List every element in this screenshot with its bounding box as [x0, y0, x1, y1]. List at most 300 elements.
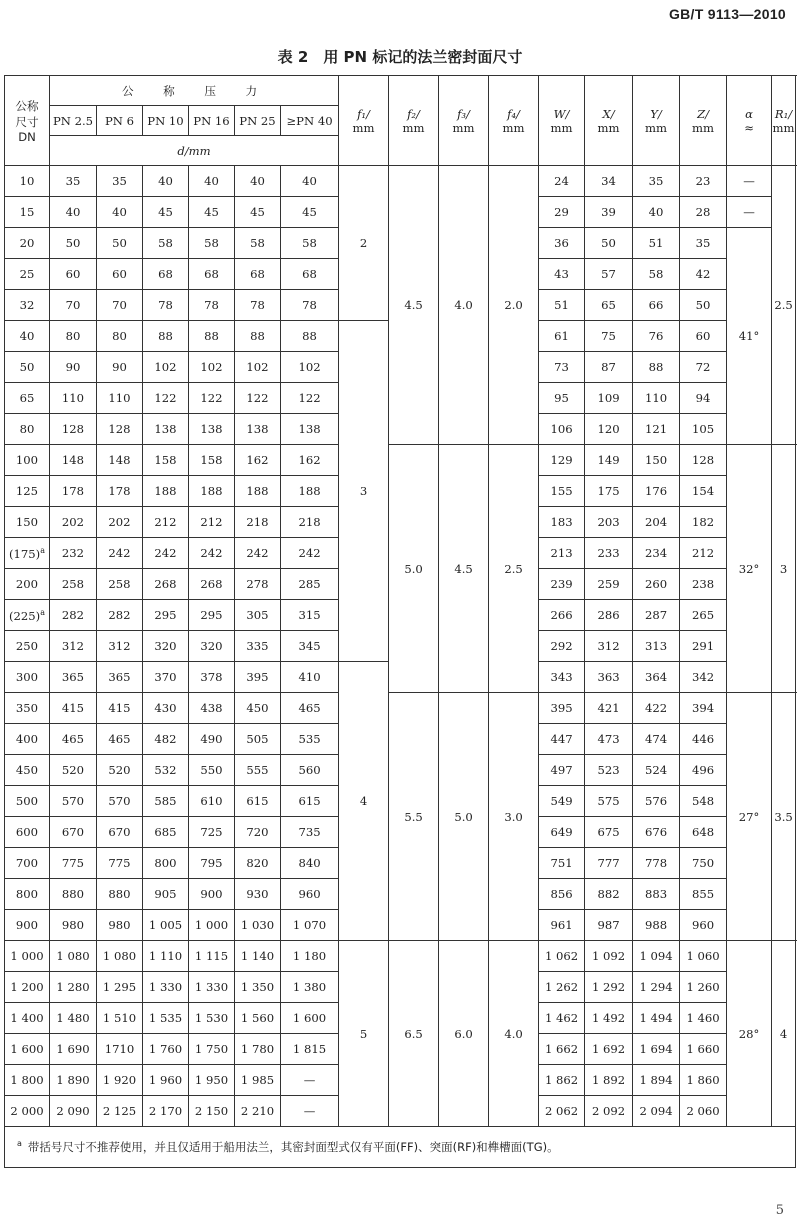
d-cell: 68 [189, 259, 235, 290]
d-cell: 80 [50, 321, 97, 352]
x-cell: 473 [585, 724, 633, 755]
d-cell: 490 [189, 724, 235, 755]
x-cell: 675 [585, 817, 633, 848]
d-cell: 1 510 [97, 1003, 143, 1034]
d-cell: 102 [281, 352, 339, 383]
table-row [5, 693, 796, 724]
d-cell: 158 [143, 445, 189, 476]
d-cell: 365 [50, 662, 97, 693]
d-cell: 88 [189, 321, 235, 352]
y-cell: 778 [633, 848, 680, 879]
dn-cell: 500 [5, 786, 50, 817]
dn-cell: 1 400 [5, 1003, 50, 1034]
z-cell: 342 [680, 662, 727, 693]
d-cell: 1 070 [281, 910, 339, 941]
z-cell: 94 [680, 383, 727, 414]
y-cell: 422 [633, 693, 680, 724]
y-cell: 988 [633, 910, 680, 941]
f2-cell: 6.5 [389, 941, 439, 1127]
f4-header: f₄/ mm [489, 76, 539, 166]
d-cell: 68 [235, 259, 281, 290]
d-cell: 218 [235, 507, 281, 538]
d-cell: 570 [50, 786, 97, 817]
z-cell: 1 860 [680, 1065, 727, 1096]
d-cell: 268 [143, 569, 189, 600]
z-header: Z/ mm [680, 76, 727, 166]
d-cell: 320 [143, 631, 189, 662]
w-cell: 95 [539, 383, 585, 414]
table-row [5, 941, 796, 972]
d-cell: 1 330 [143, 972, 189, 1003]
d-cell: 980 [50, 910, 97, 941]
d-cell: 1 530 [189, 1003, 235, 1034]
d-cell: 670 [97, 817, 143, 848]
d-cell: 365 [97, 662, 143, 693]
d-cell: 430 [143, 693, 189, 724]
d-cell: 80 [97, 321, 143, 352]
d-cell: 58 [235, 228, 281, 259]
y-cell: 474 [633, 724, 680, 755]
dn-cell: 200 [5, 569, 50, 600]
d-cell: 395 [235, 662, 281, 693]
y-cell: 260 [633, 569, 680, 600]
f2-cell: 5.5 [389, 693, 439, 941]
d-cell: 1 560 [235, 1003, 281, 1034]
x-cell: 1 892 [585, 1065, 633, 1096]
alpha-cell: 27° [727, 693, 772, 941]
d-cell: 45 [281, 197, 339, 228]
d-cell: 138 [143, 414, 189, 445]
dn-cell: 150 [5, 507, 50, 538]
d-cell: 1 180 [281, 941, 339, 972]
w-cell: 1 262 [539, 972, 585, 1003]
x-cell: 882 [585, 879, 633, 910]
dn-cell: 700 [5, 848, 50, 879]
d-cell: 1 030 [235, 910, 281, 941]
w-cell: 36 [539, 228, 585, 259]
y-cell: 524 [633, 755, 680, 786]
w-cell: 856 [539, 879, 585, 910]
d-cell: 410 [281, 662, 339, 693]
d-cell: 40 [143, 166, 189, 197]
z-cell: 548 [680, 786, 727, 817]
z-cell: 72 [680, 352, 727, 383]
x-cell: 50 [585, 228, 633, 259]
d-cell: 320 [189, 631, 235, 662]
footnote-row [5, 1127, 796, 1168]
d-cell: 78 [235, 290, 281, 321]
x-cell: 312 [585, 631, 633, 662]
w-header: W/ mm [539, 76, 585, 166]
d-cell: 202 [97, 507, 143, 538]
d-cell: 1 920 [97, 1065, 143, 1096]
page-number: 5 [775, 1203, 784, 1218]
alpha-header: α ≈ [727, 76, 772, 166]
x-cell: 421 [585, 693, 633, 724]
z-cell: 212 [680, 538, 727, 569]
d-cell: 70 [50, 290, 97, 321]
y-cell: 58 [633, 259, 680, 290]
d-cell: 570 [97, 786, 143, 817]
f3-cell: 5.0 [439, 693, 489, 941]
pn-col-header: PN 25 [235, 106, 281, 136]
d-cell: 110 [97, 383, 143, 414]
d-cell: 465 [50, 724, 97, 755]
d-cell: 45 [235, 197, 281, 228]
x-cell: 987 [585, 910, 633, 941]
d-cell: 980 [97, 910, 143, 941]
d-cell: 35 [97, 166, 143, 197]
dn-cell: 80 [5, 414, 50, 445]
dn-cell: 65 [5, 383, 50, 414]
x-cell: 1 492 [585, 1003, 633, 1034]
d-cell: 378 [189, 662, 235, 693]
d-cell: 1 780 [235, 1034, 281, 1065]
f1-cell: 5 [339, 941, 389, 1127]
w-cell: 24 [539, 166, 585, 197]
y-cell: 364 [633, 662, 680, 693]
x-cell: 363 [585, 662, 633, 693]
z-cell: 154 [680, 476, 727, 507]
w-cell: 2 062 [539, 1096, 585, 1127]
d-cell: 60 [50, 259, 97, 290]
d-cell: 315 [281, 600, 339, 631]
x-cell: 34 [585, 166, 633, 197]
dn-header: 公称 尺寸 DN [5, 76, 50, 166]
d-cell: 282 [50, 600, 97, 631]
d-cell: 465 [97, 724, 143, 755]
d-cell: 670 [50, 817, 97, 848]
d-cell: 1 140 [235, 941, 281, 972]
d-cell: 482 [143, 724, 189, 755]
f3-cell: 4.5 [439, 445, 489, 693]
d-cell: 78 [189, 290, 235, 321]
d-cell: 1 985 [235, 1065, 281, 1096]
w-cell: 73 [539, 352, 585, 383]
w-cell: 343 [539, 662, 585, 693]
d-cell: 40 [50, 197, 97, 228]
table-title: 表 2 用 PN 标记的法兰密封面尺寸 [277, 48, 523, 66]
y-cell: 35 [633, 166, 680, 197]
d-cell: 345 [281, 631, 339, 662]
d-cell: 370 [143, 662, 189, 693]
d-cell: 78 [281, 290, 339, 321]
d-cell: 188 [235, 476, 281, 507]
y-cell: 2 094 [633, 1096, 680, 1127]
z-cell: 750 [680, 848, 727, 879]
dn-cell: 450 [5, 755, 50, 786]
y-cell: 1 494 [633, 1003, 680, 1034]
y-cell: 287 [633, 600, 680, 631]
w-cell: 213 [539, 538, 585, 569]
d-cell: 725 [189, 817, 235, 848]
d-cell: 1 480 [50, 1003, 97, 1034]
d-cell: 1 960 [143, 1065, 189, 1096]
d-cell: 128 [50, 414, 97, 445]
d-cell: 1 350 [235, 972, 281, 1003]
d-cell: 1 890 [50, 1065, 97, 1096]
r1-cell: 3 [772, 445, 796, 693]
x-cell: 203 [585, 507, 633, 538]
w-cell: 1 462 [539, 1003, 585, 1034]
z-cell: 35 [680, 228, 727, 259]
d-cell: 162 [281, 445, 339, 476]
f1-cell: 3 [339, 321, 389, 662]
z-cell: 182 [680, 507, 727, 538]
y-cell: 150 [633, 445, 680, 476]
z-cell: 128 [680, 445, 727, 476]
y-header: Y/ mm [633, 76, 680, 166]
d-cell: 438 [189, 693, 235, 724]
x-cell: 259 [585, 569, 633, 600]
d-cell: 450 [235, 693, 281, 724]
dn-cell: 40 [5, 321, 50, 352]
y-cell: 76 [633, 321, 680, 352]
d-cell: 102 [143, 352, 189, 383]
w-cell: 29 [539, 197, 585, 228]
d-cell: 335 [235, 631, 281, 662]
d-cell: 178 [97, 476, 143, 507]
d-cell: 148 [50, 445, 97, 476]
x-cell: 1 292 [585, 972, 633, 1003]
dn-cell: 350 [5, 693, 50, 724]
d-cell: 45 [189, 197, 235, 228]
d-cell: 242 [97, 538, 143, 569]
w-cell: 266 [539, 600, 585, 631]
table-body [5, 166, 796, 1168]
y-cell: 576 [633, 786, 680, 817]
d-cell: 295 [143, 600, 189, 631]
alpha-cell: — [727, 197, 772, 228]
d-cell: 242 [189, 538, 235, 569]
f1-cell: 2 [339, 166, 389, 321]
d-cell: 2 125 [97, 1096, 143, 1127]
d-cell: 415 [50, 693, 97, 724]
d-cell: 285 [281, 569, 339, 600]
z-cell: 1 660 [680, 1034, 727, 1065]
y-cell: 121 [633, 414, 680, 445]
f2-cell: 4.5 [389, 166, 439, 445]
f3-cell: 6.0 [439, 941, 489, 1127]
w-cell: 447 [539, 724, 585, 755]
w-cell: 1 662 [539, 1034, 585, 1065]
d-cell: 960 [281, 879, 339, 910]
footnote-mark: a [40, 607, 45, 617]
d-cell: 795 [189, 848, 235, 879]
d-cell: 40 [281, 166, 339, 197]
z-cell: 23 [680, 166, 727, 197]
z-cell: 1 260 [680, 972, 727, 1003]
d-cell: 242 [281, 538, 339, 569]
z-cell: 648 [680, 817, 727, 848]
f2-header: f₂/ mm [389, 76, 439, 166]
d-cell: 615 [235, 786, 281, 817]
d-cell: 1 295 [97, 972, 143, 1003]
dn-cell: 300 [5, 662, 50, 693]
z-cell: 291 [680, 631, 727, 662]
d-cell: 312 [97, 631, 143, 662]
z-cell: 2 060 [680, 1096, 727, 1127]
dn-cell: $(225)^a$ [5, 600, 50, 631]
dn-cell: 15 [5, 197, 50, 228]
d-cell: 1 330 [189, 972, 235, 1003]
alpha-cell: 41° [727, 228, 772, 445]
d-cell: — [281, 1065, 339, 1096]
dn-cell: 600 [5, 817, 50, 848]
d-cell: 268 [189, 569, 235, 600]
f4-cell: 2.5 [489, 445, 539, 693]
footnote-text: 带括号尺寸不推荐使用，并且仅适用于船用法兰，其密封面型式仅有平面(FF)、突面(RF)和榫槽面(TG)。 [27, 1140, 559, 1154]
d-cell: 532 [143, 755, 189, 786]
y-cell: 88 [633, 352, 680, 383]
d-cell: 1 600 [281, 1003, 339, 1034]
d-cell: 560 [281, 755, 339, 786]
d-cell: 40 [97, 197, 143, 228]
d-cell: 880 [97, 879, 143, 910]
dn-cell: 20 [5, 228, 50, 259]
d-cell: 1 380 [281, 972, 339, 1003]
d-cell: 148 [97, 445, 143, 476]
d-cell: 158 [189, 445, 235, 476]
f1-cell: 4 [339, 662, 389, 941]
d-cell: 35 [50, 166, 97, 197]
alpha-cell: — [727, 166, 772, 197]
y-cell: 313 [633, 631, 680, 662]
d-cell: 415 [97, 693, 143, 724]
x-cell: 57 [585, 259, 633, 290]
f4-cell: 4.0 [489, 941, 539, 1127]
x-cell: 39 [585, 197, 633, 228]
w-cell: 649 [539, 817, 585, 848]
d-cell: 615 [281, 786, 339, 817]
w-cell: 292 [539, 631, 585, 662]
z-cell: 50 [680, 290, 727, 321]
d-cell: 1 815 [281, 1034, 339, 1065]
d-cell: 162 [235, 445, 281, 476]
d-cell: 40 [235, 166, 281, 197]
d-cell: 58 [143, 228, 189, 259]
d-cell: 720 [235, 817, 281, 848]
d-cell: 122 [281, 383, 339, 414]
y-cell: 204 [633, 507, 680, 538]
dn-cell: 2 000 [5, 1096, 50, 1127]
d-cell: 188 [281, 476, 339, 507]
d-cell: 88 [281, 321, 339, 352]
footnote-mark: a [40, 545, 45, 555]
d-cell: 905 [143, 879, 189, 910]
d-cell: 68 [281, 259, 339, 290]
z-cell: 446 [680, 724, 727, 755]
z-cell: 42 [680, 259, 727, 290]
x-cell: 149 [585, 445, 633, 476]
d-cell: 70 [97, 290, 143, 321]
z-cell: 855 [680, 879, 727, 910]
d-cell: 610 [189, 786, 235, 817]
d-cell: 102 [235, 352, 281, 383]
dn-cell: 100 [5, 445, 50, 476]
d-cell: 1 535 [143, 1003, 189, 1034]
d-cell: 110 [50, 383, 97, 414]
x-cell: 175 [585, 476, 633, 507]
r1-header: R₁/ mm [772, 76, 796, 166]
x-cell: 286 [585, 600, 633, 631]
d-cell: 1 000 [189, 910, 235, 941]
nominal-pressure-header: 公 称 压 力 [50, 76, 339, 106]
pn-col-header: ≥PN 40 [281, 106, 339, 136]
d-cell: 122 [235, 383, 281, 414]
f3-header: f₃/ mm [439, 76, 489, 166]
d-cell: 1 115 [189, 941, 235, 972]
f4-cell: 3.0 [489, 693, 539, 941]
dn-cell: 1 000 [5, 941, 50, 972]
flange-sealing-dimension-table [4, 75, 796, 1168]
d-cell: 88 [143, 321, 189, 352]
x-cell: 109 [585, 383, 633, 414]
dn-cell: 32 [5, 290, 50, 321]
y-cell: 1 694 [633, 1034, 680, 1065]
w-cell: 549 [539, 786, 585, 817]
d-cell: 202 [50, 507, 97, 538]
d-cell: 900 [189, 879, 235, 910]
x-cell: 233 [585, 538, 633, 569]
pn-col-header: PN 10 [143, 106, 189, 136]
dn-cell: 250 [5, 631, 50, 662]
d-cell: 2 150 [189, 1096, 235, 1127]
d-cell: 90 [97, 352, 143, 383]
d-cell: 465 [281, 693, 339, 724]
d-cell: 930 [235, 879, 281, 910]
d-cell: 188 [189, 476, 235, 507]
d-cell: 90 [50, 352, 97, 383]
x-cell: 777 [585, 848, 633, 879]
f1-header: f₁/ mm [339, 76, 389, 166]
y-cell: 676 [633, 817, 680, 848]
dn-cell: 50 [5, 352, 50, 383]
d-cell: 2 210 [235, 1096, 281, 1127]
d-cell: 295 [189, 600, 235, 631]
w-cell: 155 [539, 476, 585, 507]
d-cell: 178 [50, 476, 97, 507]
d-cell: 138 [235, 414, 281, 445]
d-cell: 1 280 [50, 972, 97, 1003]
pn-col-header: PN 16 [189, 106, 235, 136]
x-cell: 65 [585, 290, 633, 321]
x-cell: 120 [585, 414, 633, 445]
d-cell: 278 [235, 569, 281, 600]
d-cell: 78 [143, 290, 189, 321]
d-cell: 775 [50, 848, 97, 879]
standard-number: GB/T 9113—2010 [668, 6, 786, 22]
x-cell: 75 [585, 321, 633, 352]
r1-cell: 2.5 [772, 166, 796, 445]
d-cell: 50 [97, 228, 143, 259]
d-cell: 1 080 [97, 941, 143, 972]
y-cell: 883 [633, 879, 680, 910]
d-cell: 2 090 [50, 1096, 97, 1127]
d-cell: 242 [235, 538, 281, 569]
d-cell: 88 [235, 321, 281, 352]
y-cell: 176 [633, 476, 680, 507]
d-cell: 128 [97, 414, 143, 445]
d-cell: 735 [281, 817, 339, 848]
f2-cell: 5.0 [389, 445, 439, 693]
d-cell: 138 [189, 414, 235, 445]
d-cell: 122 [143, 383, 189, 414]
d-cell: 45 [143, 197, 189, 228]
d-cell: 840 [281, 848, 339, 879]
z-cell: 1 060 [680, 941, 727, 972]
d-cell: 58 [281, 228, 339, 259]
